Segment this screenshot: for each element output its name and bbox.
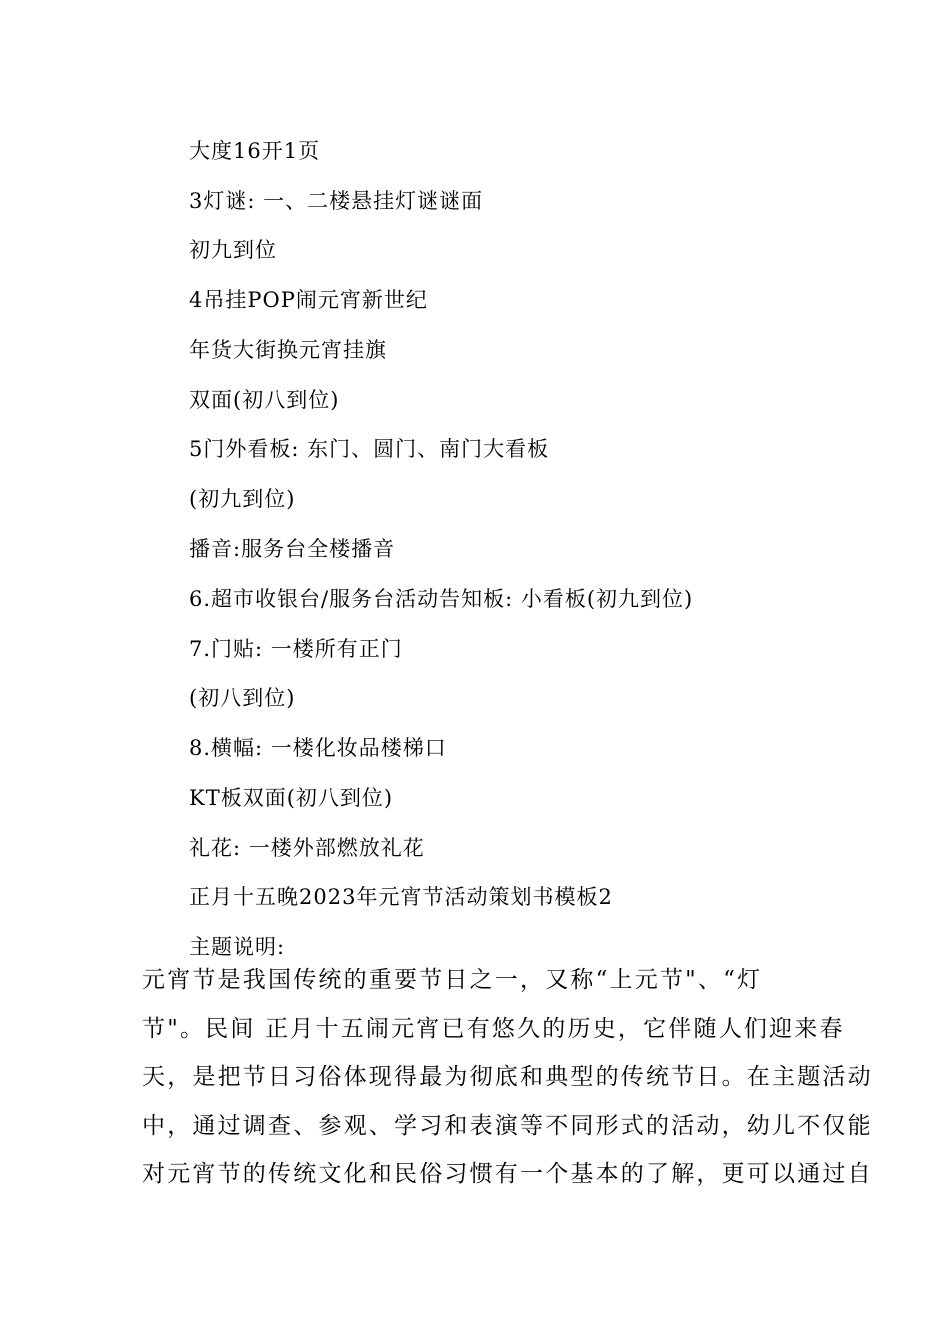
paragraph-line: 节"。民间 正月十五闹元宵已有悠久的历史，它伴随人们迎来春	[142, 1015, 845, 1042]
body-paragraph	[142, 956, 873, 1199]
text-line: (初八到位)	[189, 686, 296, 710]
paragraph-line: 中，通过调查、参观、学习和表演等不同形式的活动，幼儿不仅能	[142, 1112, 873, 1139]
section-title: 正月十五晚2023年元宵节活动策划书模板2	[189, 885, 613, 909]
section-subheading: 主题说明:	[189, 935, 286, 959]
text-line: 双面(初八到位)	[189, 388, 340, 412]
text-line: (初九到位)	[189, 487, 296, 511]
text-line: 4吊挂POP闹元宵新世纪	[189, 288, 428, 312]
paragraph-line: 天，是把节日习俗体现得最为彻底和典型的传统节日。在主题活动	[142, 1064, 873, 1090]
text-line: 7.门贴: 一楼所有正门	[189, 637, 403, 661]
text-line: 播音:服务台全楼播音	[189, 537, 396, 561]
text-line: 初九到位	[189, 238, 277, 262]
text-line: 年货大街换元宵挂旗	[189, 338, 387, 362]
text-line: 礼花: 一楼外部燃放礼花	[189, 836, 425, 860]
text-line: 3灯谜: 一、二楼悬挂灯谜谜面	[189, 189, 484, 213]
paragraph-line: 对元宵节的传统文化和民俗习惯有一个基本的了解，更可以通过自	[142, 1161, 873, 1187]
text-line: KT板双面(初八到位)	[189, 786, 394, 810]
text-line: 大度16开1页	[189, 139, 321, 163]
text-line: 5门外看板: 东门、圆门、南门大看板	[189, 437, 550, 461]
text-line: 6.超市收银台/服务台活动告知板: 小看板(初九到位)	[189, 587, 694, 611]
paragraph-line: 元宵节是我国传统的重要节日之一，又称“上元节"、“灯	[142, 967, 763, 993]
text-line: 8.横幅: 一楼化妆品楼梯口	[189, 736, 447, 760]
